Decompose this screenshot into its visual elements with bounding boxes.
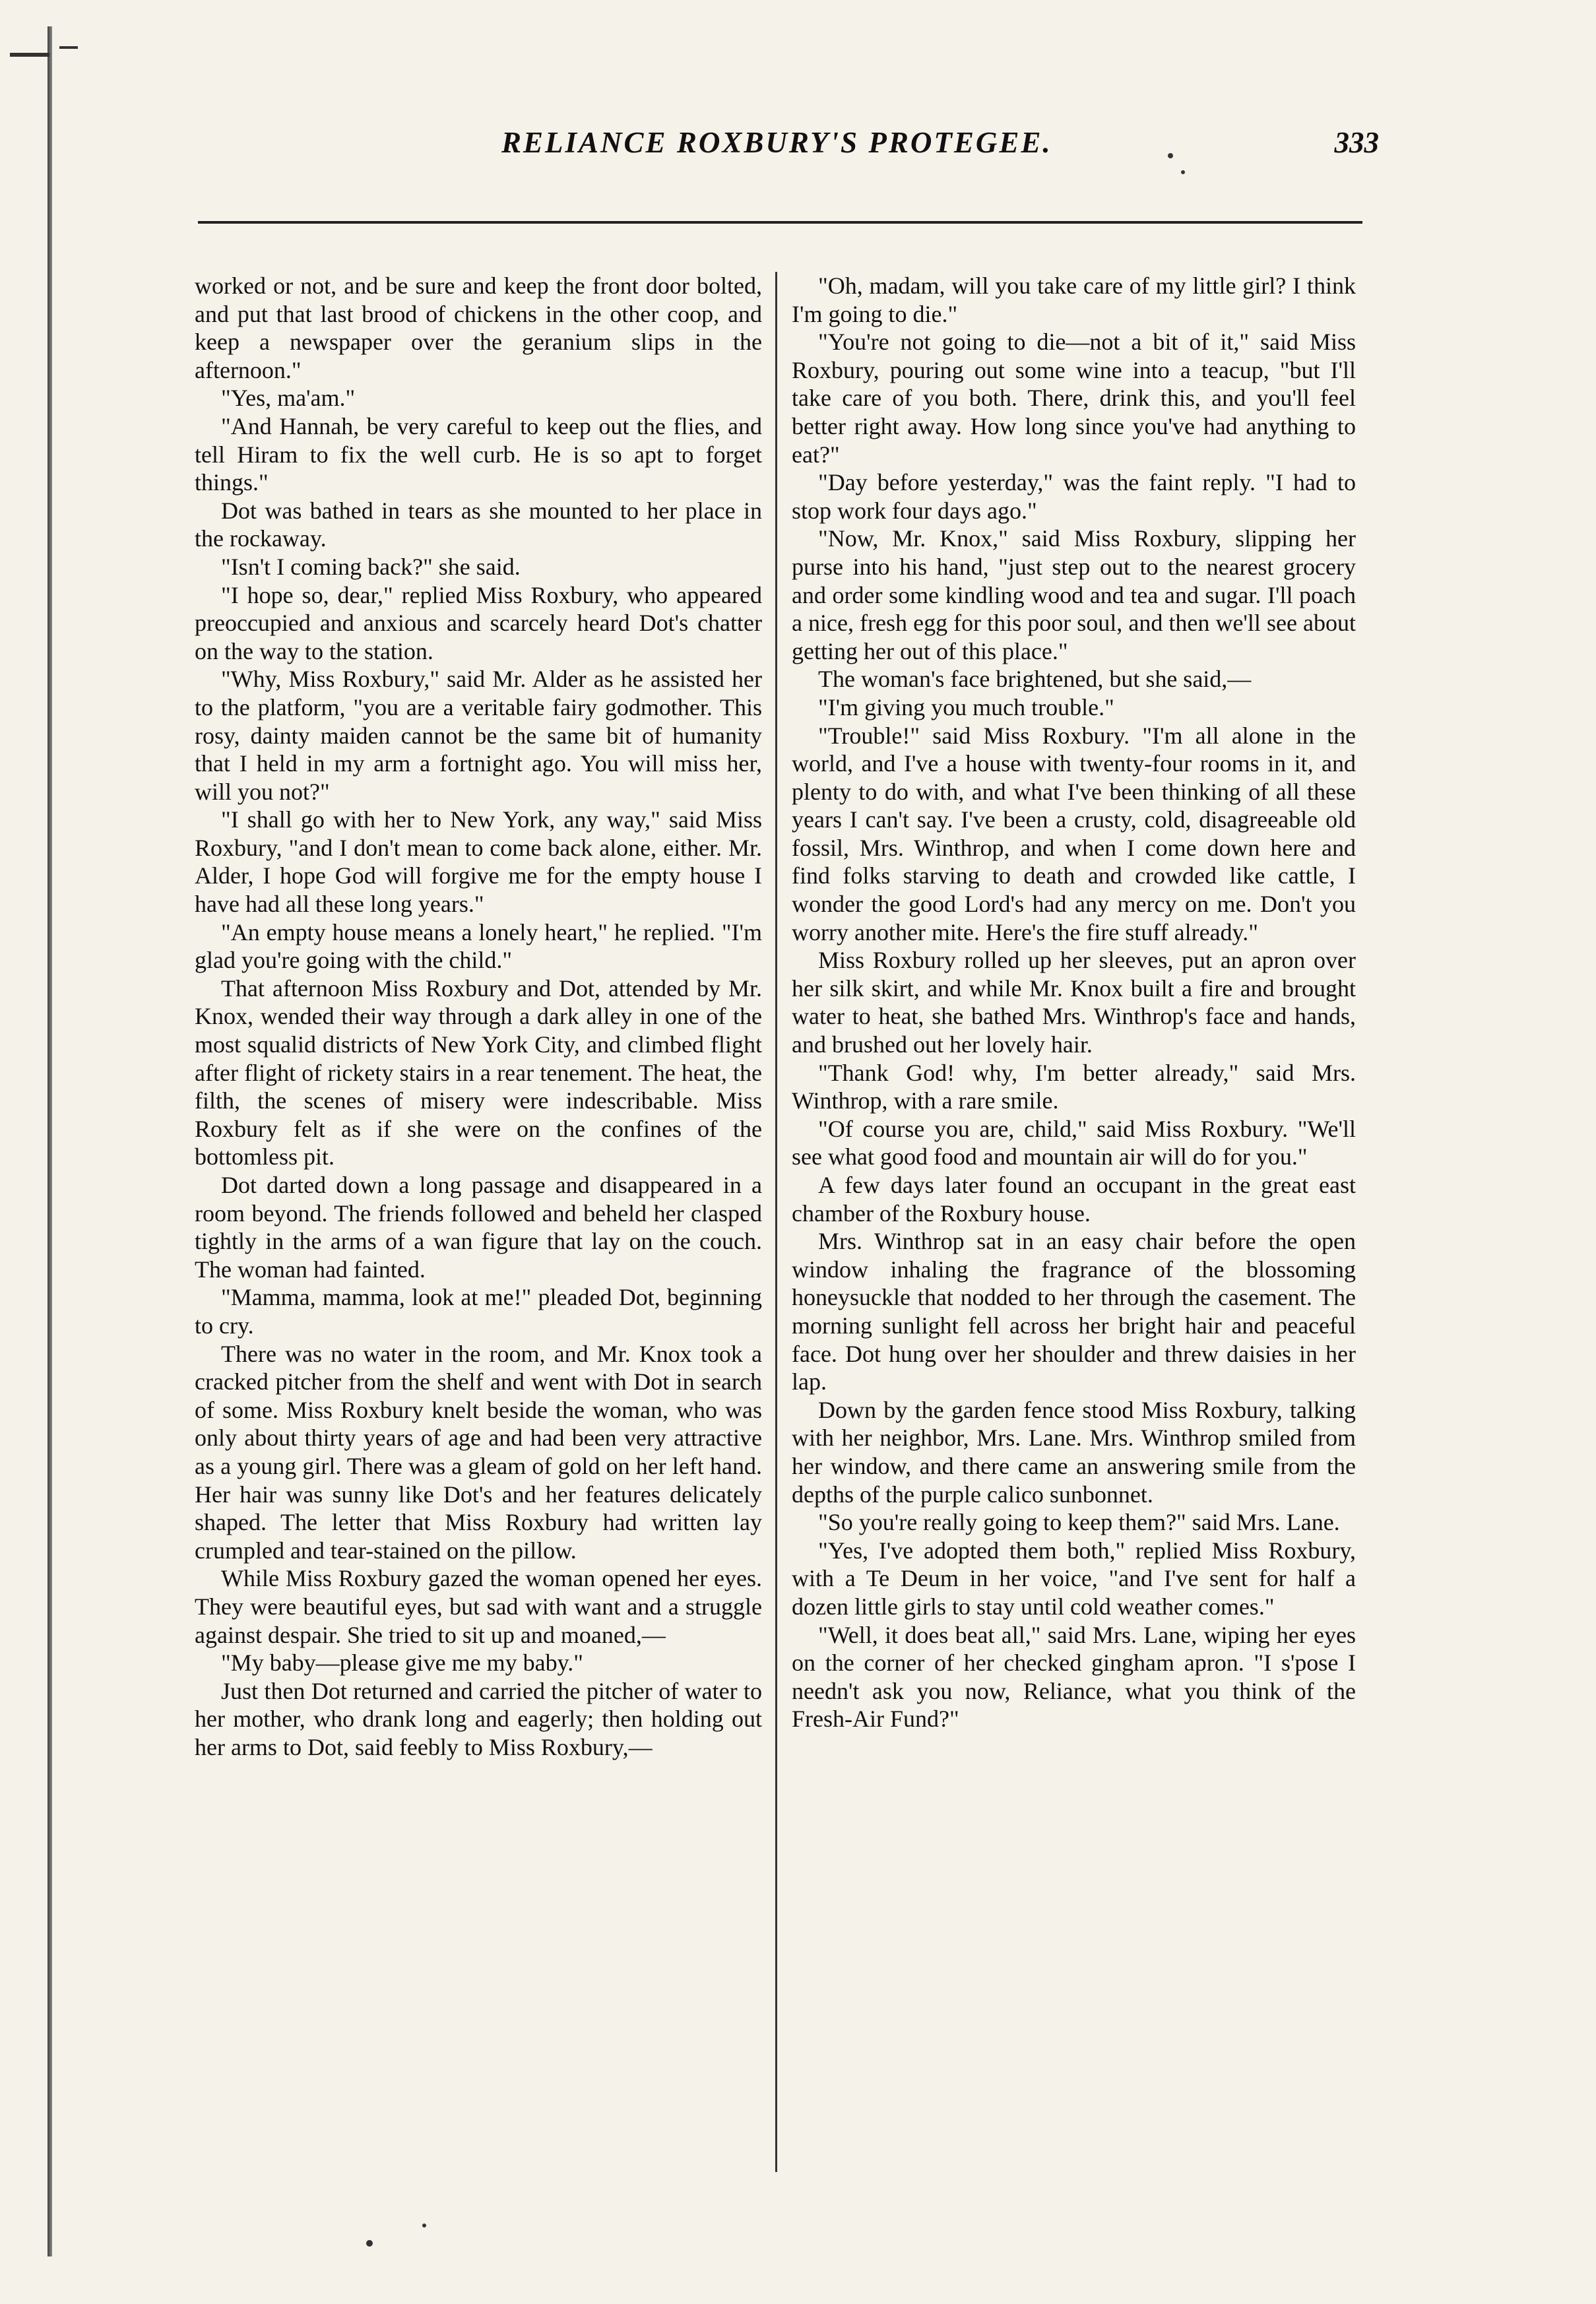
paragraph: Mrs. Winthrop sat in an easy chair before the open window inhaling the fragrance of the blossoming honeysuckle that nodded to her through the casement. The morning sunlight fell across her bright hair and peaceful face. Dot hung over her shoulder and threw daisies in her lap. <box>792 1228 1356 1395</box>
paragraph: worked or not, and be sure and keep the front door bolted, and put that last brood of chickens in the other coop, and keep a newspaper over the geranium slips in the afternoon." <box>195 272 762 383</box>
paragraph: While Miss Roxbury gazed the woman opened her eyes. They were beautiful eyes, but sad with want and a struggle against despair. She tried to sit up and moaned,— <box>195 1565 762 1648</box>
paragraph: "Of course you are, child," said Miss Roxbury. "We'll see what good food and mountain air will do for you." <box>792 1115 1356 1170</box>
paragraph: "So you're really going to keep them?" said Mrs. Lane. <box>818 1509 1340 1536</box>
paragraph: "And Hannah, be very careful to keep out the flies, and tell Hiram to fix the well curb. He is so apt to forget things." <box>195 412 762 496</box>
paragraph: "Thank God! why, I'm better already," said Mrs. Winthrop, with a rare smile. <box>792 1059 1356 1114</box>
paragraph: That afternoon Miss Roxbury and Dot, attended by Mr. Knox, wended their way through a dark alley in one of the most squalid districts of New York City, and climbed flight after flight of rickety stairs in a rear tenement. The heat, the filth, the scenes of misery were indescribable. Miss Roxbury felt as if she were on the confines of the bottomless pit. <box>195 975 762 1170</box>
paragraph: "Day before yesterday," was the faint reply. "I had to stop work four days ago." <box>792 469 1356 524</box>
paragraph: Just then Dot returned and carried the pitcher of water to her mother, who drank long and eagerly; then holding out her arms to Dot, said feebly to Miss Roxbury,— <box>195 1677 762 1760</box>
paragraph: Down by the garden fence stood Miss Roxbury, talking with her neighbor, Mrs. Lane. Mrs. Winthrop smiled from her window, and there came an answering smile from the depths of the purple calico sunbonnet. <box>792 1396 1356 1508</box>
header-rule <box>198 221 1362 224</box>
binding-mark <box>59 46 78 49</box>
paragraph: Dot darted down a long passage and disappeared in a room beyond. The friends followed and beheld her clasped tightly in the arms of a wan figure that lay on the couch. The woman had fainted. <box>195 1172 762 1283</box>
paragraph: Dot was bathed in tears as she mounted to her place in the rockaway. <box>195 497 762 552</box>
paragraph: "I hope so, dear," replied Miss Roxbury, who appeared preoccupied and anxious and scarcely heard Dot's chatter on the way to the station. <box>195 581 762 664</box>
paragraph: "I shall go with her to New York, any way," said Miss Roxbury, "and I don't mean to come back alone, either. Mr. Alder, I hope God will forgive me for the empty house I have had all these long years." <box>195 806 762 918</box>
paragraph: The woman's face brightened, but she said,— <box>818 666 1252 693</box>
left-column <box>195 272 762 1761</box>
paragraph: "Now, Mr. Knox," said Miss Roxbury, slipping her purse into his hand, "just step out to the nearest grocery and order some kindling wood and tea and sugar. I'll poach a nice, fresh egg for this poor soul, and then we'll see about getting her out of this place." <box>792 525 1356 664</box>
paragraph: Miss Roxbury rolled up her sleeves, put an apron over her silk skirt, and while Mr. Knox built a fire and brought water to heat, she bathed Mrs. Winthrop's face and hands, and brushed out her lovely hair. <box>792 947 1356 1058</box>
ink-speck <box>422 2224 426 2227</box>
binding-edge <box>48 26 52 2256</box>
paragraph: "Oh, madam, will you take care of my little girl? I think I'm going to die." <box>792 272 1356 327</box>
running-title: RELIANCE ROXBURY'S PROTEGEE. <box>501 126 1052 159</box>
right-column <box>792 272 1356 1733</box>
paragraph: A few days later found an occupant in the great east chamber of the Roxbury house. <box>792 1172 1356 1227</box>
paragraph: "You're not going to die—not a bit of it," said Miss Roxbury, pouring out some wine into a teacup, "but I'll take care of you both. There, drink this, and you'll feel better right away. How long since you've had anything to eat?" <box>792 329 1356 468</box>
column-divider <box>775 272 777 2172</box>
page-number: 333 <box>1334 126 1379 159</box>
paragraph: "An empty house means a lonely heart," he replied. "I'm glad you're going with the child." <box>195 918 762 974</box>
paragraph: "Mamma, mamma, look at me!" pleaded Dot, beginning to cry. <box>195 1284 762 1339</box>
page-header <box>191 125 1379 172</box>
ink-speck <box>366 2240 373 2247</box>
paragraph: "Isn't I coming back?" she said. <box>221 553 521 580</box>
paragraph: "My baby—please give me my baby." <box>221 1649 583 1677</box>
paragraph: "Well, it does beat all," said Mrs. Lane, wiping her eyes on the corner of her checked gingham apron. "I s'pose I needn't ask you now, Reliance, what you think of the Fresh-Air Fund?" <box>792 1621 1356 1733</box>
paragraph: "Yes, ma'am." <box>221 385 356 412</box>
paragraph: "I'm giving you much trouble." <box>818 693 1114 720</box>
binding-mark <box>10 53 49 57</box>
paragraph: "Trouble!" said Miss Roxbury. "I'm all alone in the world, and I've a house with twenty-four rooms in it, and plenty to do with, and what I've been thinking of all these years I can't say. I've been a crusty, cold, disagreeable old fossil, Mrs. Winthrop, and when I come down here and find folks starving to death and crowded like cattle, I wonder the good Lord's had any mercy on me. Don't you worry another mite. Here's the fire stuff already." <box>792 722 1356 945</box>
paragraph: "Yes, I've adopted them both," replied Miss Roxbury, with a Te Deum in her voice, "and I've sent for half a dozen little girls to stay until cold weather comes." <box>792 1537 1356 1620</box>
paragraph: "Why, Miss Roxbury," said Mr. Alder as he assisted her to the platform, "you are a veritable fairy godmother. This rosy, dainty maiden cannot be the same bit of humanity that I held in my arm a fortnight ago. You will miss her, will you not?" <box>195 666 762 805</box>
paragraph: There was no water in the room, and Mr. Knox took a cracked pitcher from the shelf and went with Dot in search of some. Miss Roxbury knelt beside the woman, who was only about thirty years of age and had been very attractive as a young girl. There was a gleam of gold on her left hand. Her hair was sunny like Dot's and her features delicately shaped. The letter that Miss Roxbury had written lay crumpled and tear-stained on the pillow. <box>195 1340 762 1564</box>
